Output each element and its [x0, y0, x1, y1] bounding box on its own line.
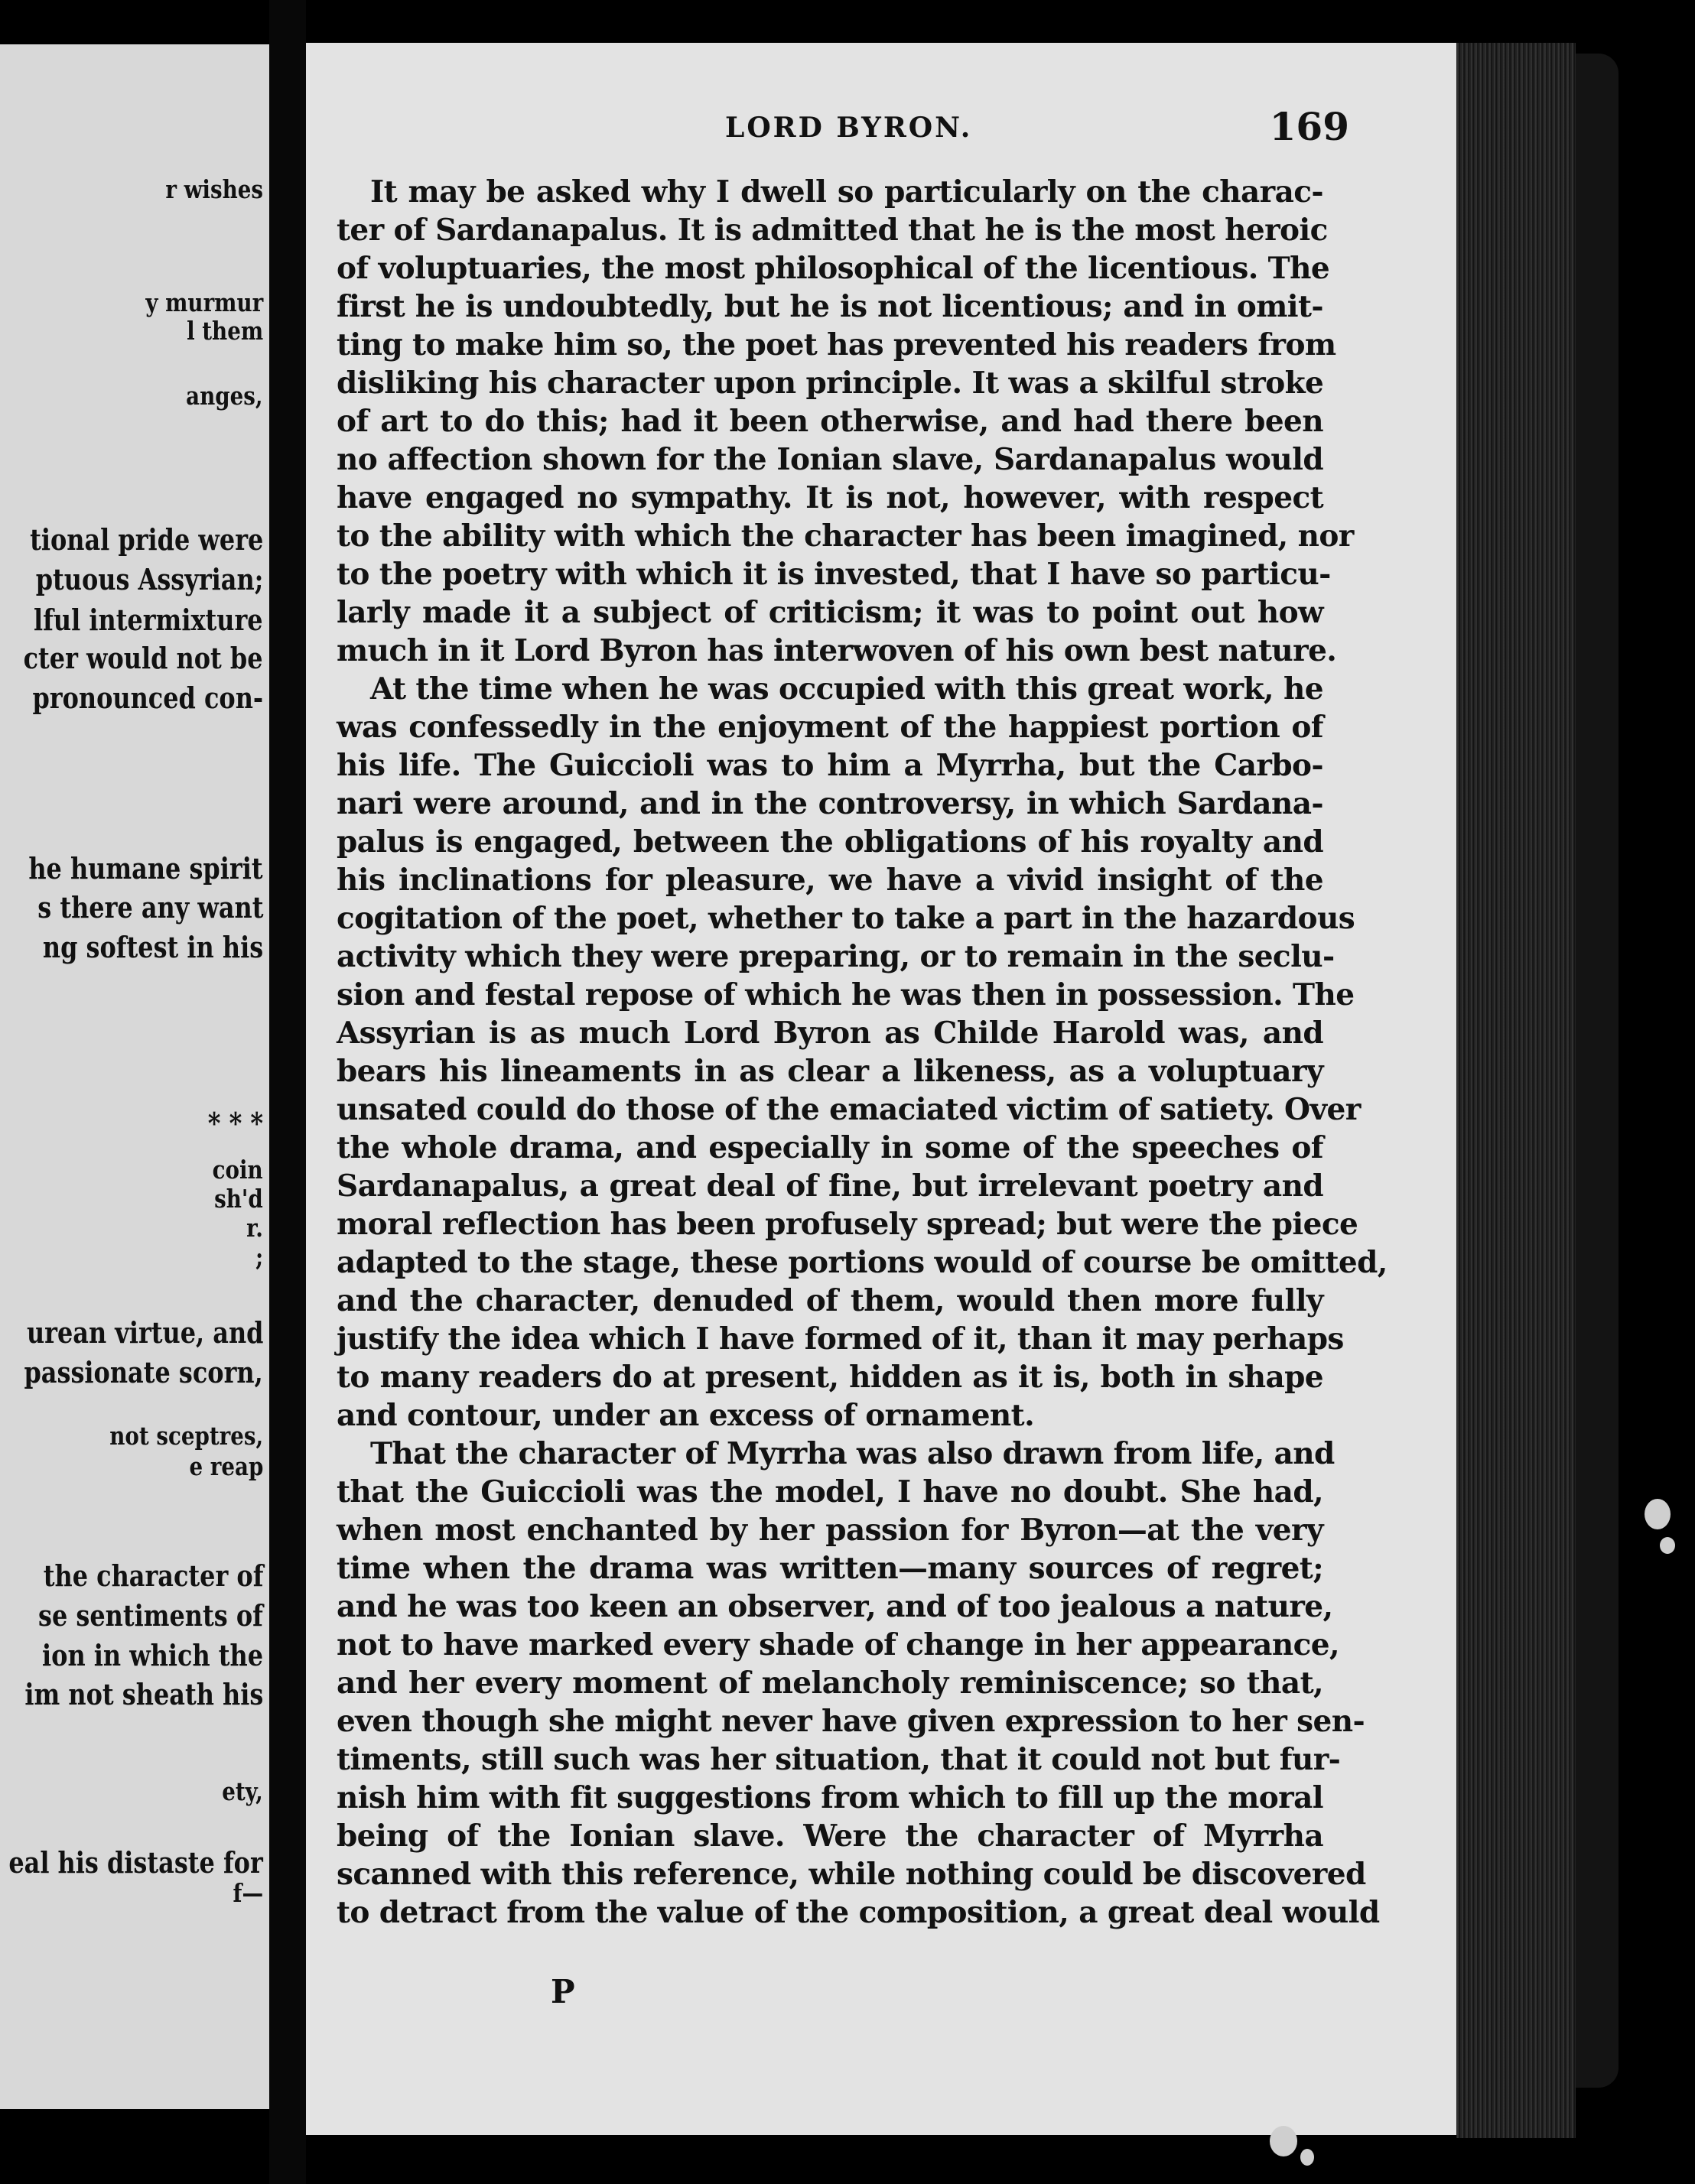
left-page-line: not sceptres,	[109, 1421, 263, 1451]
left-page-line: anges,	[186, 381, 263, 411]
text-line: even though she might never have given expression to her sen-	[337, 1704, 1365, 1739]
dust-speck	[1300, 2149, 1314, 2166]
text-line: disliking his character upon principle. It was a skilful stroke	[337, 366, 1324, 401]
text-line: time when the drama was written—many sources of regret;	[337, 1551, 1323, 1586]
left-page-line: s there any want	[37, 890, 263, 925]
right-page	[306, 43, 1456, 2135]
text-line: cogitation of the poet, whether to take a part in the hazardous	[337, 901, 1355, 936]
book-cover-edge	[1576, 54, 1619, 2088]
text-line: being of the Ionian slave. Were the character of Myrrha	[337, 1818, 1323, 1854]
left-page-line: eal his distaste for	[8, 1845, 263, 1880]
page-header	[306, 104, 1456, 158]
left-page-line: r.	[246, 1213, 263, 1243]
text-line: to the ability with which the character has been imagined, nor	[337, 518, 1354, 554]
left-page-line: r wishes	[165, 174, 263, 204]
text-line: moral reflection has been profusely spread; but were the piece	[337, 1207, 1358, 1242]
text-line: palus is engaged, between the obligations of his royalty and	[337, 824, 1323, 860]
left-page-line: urean virtue, and	[26, 1315, 263, 1350]
text-line: nish him with fit suggestions from which to fill up the moral	[337, 1780, 1323, 1815]
left-page-line: im not sheath his	[24, 1677, 263, 1711]
dust-speck	[1645, 1499, 1671, 1529]
left-page-line: ion in which the	[41, 1638, 263, 1672]
text-line: the whole drama, and especially in some of the speeches of	[337, 1130, 1323, 1165]
dust-speck	[1660, 1537, 1675, 1554]
page-number: 169	[1269, 104, 1349, 149]
text-line: was confessedly in the enjoyment of the happiest portion of	[337, 710, 1323, 745]
left-page-line: f—	[233, 1878, 263, 1908]
text-line: timents, still such was her situation, that it could not but fur-	[337, 1742, 1341, 1777]
text-line: much in it Lord Byron has interwoven of his own best nature.	[337, 633, 1337, 668]
left-page-line: sh'd	[214, 1184, 263, 1214]
text-line: Sardanapalus, a great deal of fine, but irrelevant poetry and	[337, 1168, 1323, 1204]
text-line: first he is undoubtedly, but he is not licentious; and in omit-	[337, 289, 1323, 324]
text-line: At the time when he was occupied with this great work, he	[370, 671, 1323, 707]
text-line: unsated could do those of the emaciated victim of satiety. Over	[337, 1092, 1361, 1127]
text-line: Assyrian is as much Lord Byron as Childe Harold was, and	[337, 1016, 1323, 1051]
text-line: of voluptuaries, the most philosophical of the licentious. The	[337, 251, 1330, 286]
text-line: activity which they were preparing, or to remain in the seclu-	[337, 939, 1335, 974]
left-page	[0, 44, 269, 2109]
left-page-line: ;	[255, 1242, 263, 1272]
text-line: his inclinations for pleasure, we have a vivid insight of the	[337, 863, 1323, 898]
text-line: adapted to the stage, these portions would of course be omitted,	[337, 1245, 1388, 1280]
text-line: ting to make him so, the poet has prevented his readers from	[337, 327, 1336, 362]
dust-speck	[1270, 2126, 1297, 2156]
signature-mark: P	[551, 1973, 575, 2010]
left-page-line: coin	[212, 1155, 263, 1185]
left-page-line: he humane spirit	[28, 851, 263, 886]
left-page-line: ety,	[222, 1776, 263, 1806]
text-line: have engaged no sympathy. It is not, however, with respect	[337, 480, 1323, 515]
body-text	[337, 173, 1388, 1932]
page-edges	[1456, 43, 1576, 2138]
text-line: bears his lineaments in as clear a likeness, as a voluptuary	[337, 1054, 1323, 1089]
text-line: and contour, under an excess of ornament.	[337, 1398, 1035, 1433]
text-line: and the character, denuded of them, would then more fully	[337, 1283, 1323, 1318]
left-page-line: passionate scorn,	[24, 1355, 263, 1389]
left-page-line: ng softest in his	[42, 930, 263, 964]
text-line: to detract from the value of the composition, a great deal would	[337, 1895, 1380, 1930]
text-line: when most enchanted by her passion for Byron—at the very	[337, 1513, 1323, 1548]
running-title: LORD BYRON.	[725, 112, 973, 144]
text-line: that the Guiccioli was the model, I have no doubt. She had,	[337, 1474, 1323, 1510]
text-line: his life. The Guiccioli was to him a Myrrha, but the Carbo-	[337, 748, 1323, 783]
left-page-line: ptuous Assyrian;	[35, 562, 263, 596]
text-line: It may be asked why I dwell so particularly on the charac-	[370, 174, 1323, 210]
left-page-line: pronounced con-	[32, 681, 263, 715]
text-line: nari were around, and in the controversy, in which Sardana-	[337, 786, 1323, 821]
left-page-line: tional pride were	[29, 522, 263, 557]
left-page-line: y murmur	[145, 288, 263, 317]
text-line: larly made it a subject of criticism; it was to point out how	[337, 595, 1323, 630]
text-line: and he was too keen an observer, and of too jealous a nature,	[337, 1589, 1333, 1624]
text-line: to many readers do at present, hidden as it is, both in shape	[337, 1360, 1323, 1395]
text-line: That the character of Myrrha was also drawn from life, and	[370, 1436, 1335, 1471]
left-page-line: * * *	[207, 1106, 263, 1140]
text-line: sion and festal repose of which he was then in possession. The	[337, 977, 1355, 1012]
text-line: and her every moment of melancholy reminiscence; so that,	[337, 1666, 1323, 1701]
text-line: no affection shown for the Ionian slave, Sardanapalus would	[337, 442, 1323, 477]
left-page-line: se sentiments of	[38, 1598, 263, 1633]
left-page-line: the character of	[43, 1558, 263, 1593]
text-line: of art to do this; had it been otherwise, and had there been	[337, 404, 1323, 439]
left-page-line: cter would not be	[24, 641, 263, 675]
text-line: to the poetry with which it is invested, that I have so particu-	[337, 557, 1331, 592]
text-line: not to have marked every shade of change in her appearance,	[337, 1627, 1339, 1662]
text-line: scanned with this reference, while nothing could be discovered	[337, 1857, 1366, 1892]
left-page-line: lful intermixture	[34, 603, 263, 637]
left-page-line: l them	[186, 316, 263, 346]
book-gutter	[269, 0, 306, 2184]
text-line: ter of Sardanapalus. It is admitted that he is the most heroic	[337, 213, 1328, 248]
left-page-line: e reap	[189, 1451, 263, 1481]
text-line: justify the idea which I have formed of it, than it may perhaps	[337, 1321, 1344, 1357]
